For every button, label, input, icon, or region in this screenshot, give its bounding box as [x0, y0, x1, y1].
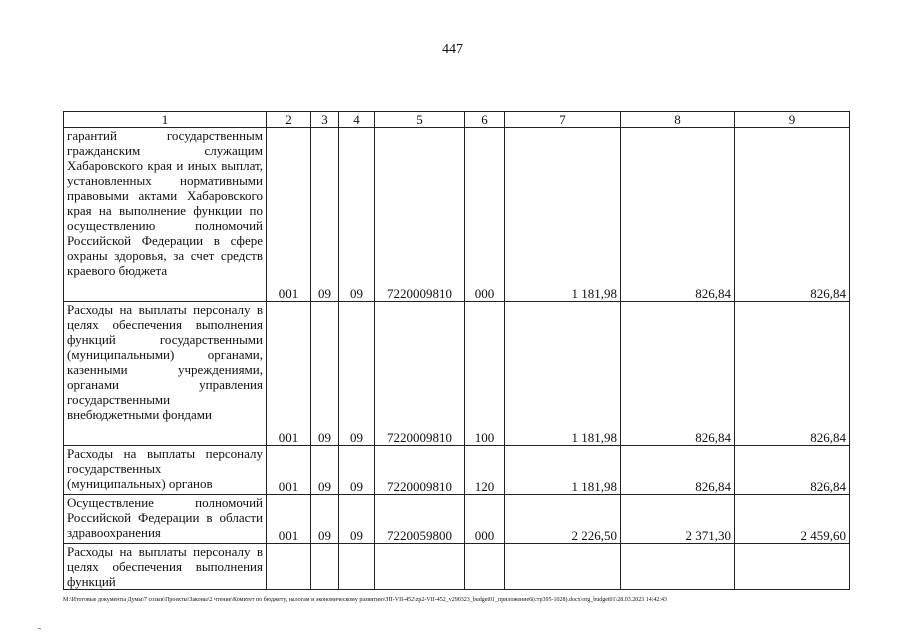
cell-target-article: 7220059800	[375, 495, 465, 544]
cell-subsection	[339, 544, 375, 590]
table-row	[64, 495, 850, 544]
document-file-path: M:\Итоговые документы Думы\7 созыв\Проекты\Законы\2 чтение\Комитет по бюджету, налогам и экономическому развитию\ЗП-VII-452\zp2-VII-452_v290323_budget01_приложение6(стр395-1028).docx\org_budget01\28.03.2023 14:42:43	[63, 597, 668, 603]
column-header: 5	[375, 112, 465, 128]
cell-section	[311, 544, 339, 590]
column-header: 3	[311, 112, 339, 128]
cell-subsection: 09	[339, 302, 375, 446]
row-description: Осуществление полномочий Российской Федерации в области здравоохранения	[64, 495, 267, 544]
cell-amount-col8: 826,84	[621, 302, 735, 446]
margin-mark	[38, 628, 41, 629]
cell-expense-type	[465, 544, 505, 590]
cell-amount-col8: 826,84	[621, 446, 735, 495]
column-header: 2	[267, 112, 311, 128]
cell-subsection: 09	[339, 128, 375, 302]
page-number: 447	[442, 42, 463, 57]
table-header-row	[64, 112, 850, 128]
cell-amount-col9: 826,84	[735, 302, 850, 446]
cell-subsection: 09	[339, 446, 375, 495]
cell-expense-type: 000	[465, 128, 505, 302]
column-header: 8	[621, 112, 735, 128]
row-description: гарантий государственным гражданским служащим Хабаровского края и иных выплат, установленных нормативными правовыми актами Хабаровского края на выполнение функции по осуществлению полномочий Российской Федерации в сфере охраны здоровья, за счет средств краевого бюджета	[64, 128, 267, 302]
cell-section: 09	[311, 446, 339, 495]
cell-ministry-code: 001	[267, 446, 311, 495]
cell-ministry-code: 001	[267, 495, 311, 544]
cell-amount-col9: 826,84	[735, 446, 850, 495]
cell-target-article: 7220009810	[375, 128, 465, 302]
cell-amount-col7	[505, 544, 621, 590]
column-header: 1	[64, 112, 267, 128]
cell-ministry-code: 001	[267, 302, 311, 446]
cell-target-article	[375, 544, 465, 590]
table-row	[64, 302, 850, 446]
budget-table	[63, 111, 850, 590]
cell-amount-col9	[735, 544, 850, 590]
cell-amount-col7: 1 181,98	[505, 128, 621, 302]
column-header: 6	[465, 112, 505, 128]
cell-amount-col7: 1 181,98	[505, 446, 621, 495]
cell-subsection: 09	[339, 495, 375, 544]
table-row	[64, 128, 850, 302]
cell-expense-type: 000	[465, 495, 505, 544]
row-description: Расходы на выплаты персоналу в целях обеспечения выполнения функций	[64, 544, 267, 590]
row-description: Расходы на выплаты персоналу государственных (муниципальных) органов	[64, 446, 267, 495]
cell-section: 09	[311, 128, 339, 302]
cell-amount-col9: 2 459,60	[735, 495, 850, 544]
cell-ministry-code	[267, 544, 311, 590]
cell-amount-col8: 826,84	[621, 128, 735, 302]
cell-ministry-code: 001	[267, 128, 311, 302]
table-row	[64, 544, 850, 590]
cell-section: 09	[311, 495, 339, 544]
table-row	[64, 446, 850, 495]
column-header: 9	[735, 112, 850, 128]
cell-amount-col9: 826,84	[735, 128, 850, 302]
row-description: Расходы на выплаты персоналу в целях обеспечения выполнения функций государственными (муниципальными) органами, казенными учреждениями, органами управления государственными внебюджетными фондами	[64, 302, 267, 446]
cell-amount-col8	[621, 544, 735, 590]
cell-target-article: 7220009810	[375, 302, 465, 446]
cell-amount-col7: 1 181,98	[505, 302, 621, 446]
column-header: 7	[505, 112, 621, 128]
cell-amount-col8: 2 371,30	[621, 495, 735, 544]
cell-amount-col7: 2 226,50	[505, 495, 621, 544]
cell-expense-type: 100	[465, 302, 505, 446]
cell-section: 09	[311, 302, 339, 446]
cell-expense-type: 120	[465, 446, 505, 495]
cell-target-article: 7220009810	[375, 446, 465, 495]
column-header: 4	[339, 112, 375, 128]
